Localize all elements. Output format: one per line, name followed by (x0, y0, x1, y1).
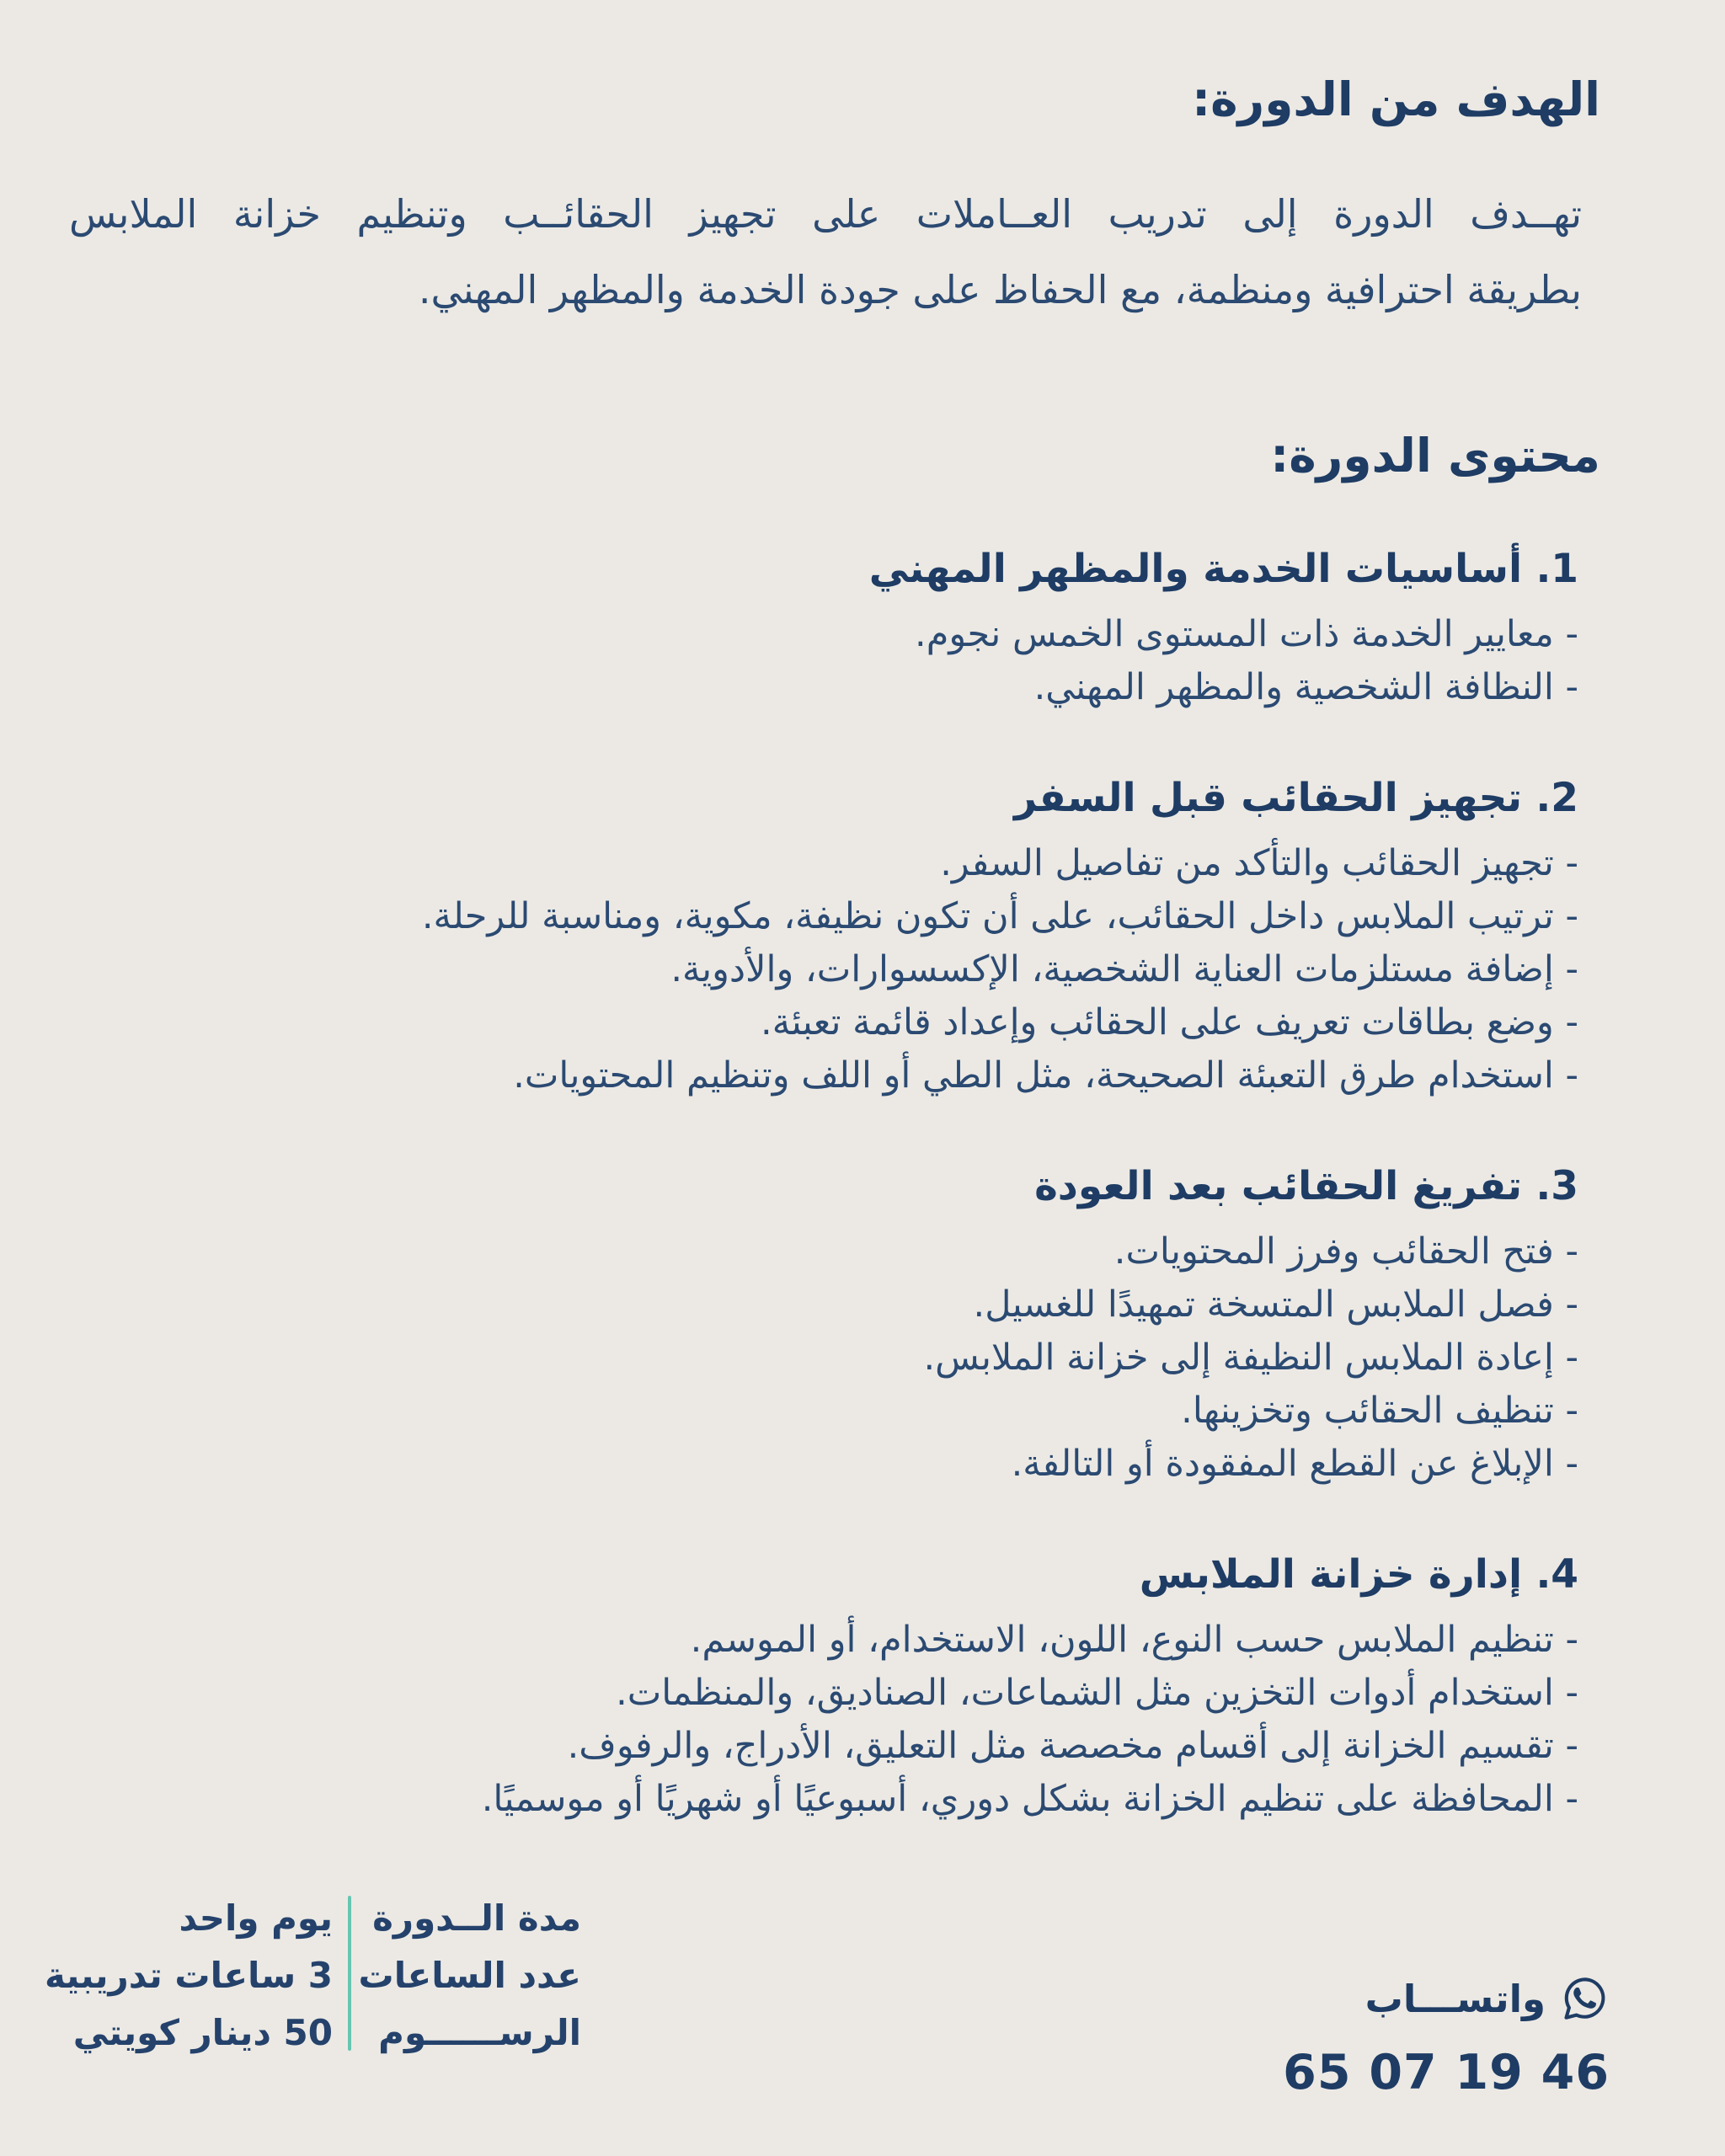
table-row-hours (45, 1946, 581, 2004)
course-details-table (45, 1889, 581, 2061)
bullet-item: - إضافة مستلزمات العناية الشخصية، الإكسسوارات، والأدوية. (670, 947, 1578, 990)
section-1-bullets (67, 608, 1578, 714)
bullet-item: - إعادة الملابس النظيفة إلى خزانة الملابس. (923, 1336, 1578, 1379)
table-divider-line (348, 1896, 351, 2051)
section-4-bullets (67, 1614, 1578, 1826)
bullet-item: - فصل الملابس المتسخة تمهيدًا للغسيل. (973, 1283, 1578, 1326)
bullet-item: - تنظيف الحقائب وتخزينها. (1181, 1389, 1578, 1432)
goal-paragraph (69, 176, 1600, 328)
fees-value: 50 دينار كويتي (72, 2011, 333, 2053)
section-3-bullets (67, 1225, 1578, 1491)
whatsapp-icon (1561, 1974, 1610, 2023)
bullet-item: - تنظيم الملابس حسب النوع، اللون، الاستخدام، أو الموسم. (690, 1618, 1578, 1661)
bullet-item: - معايير الخدمة ذات المستوى الخمس نجوم. (915, 612, 1578, 655)
section-2-bullets (67, 837, 1578, 1102)
table-row-fees (45, 2004, 581, 2061)
hours-value: 3 ساعات تدريبية (45, 1954, 333, 1996)
goal-paragraph-line2: بطريقة احترافية ومنظمة، مع الحفاظ على جودة الخدمة والمظهر المهني. (418, 266, 1582, 312)
section-packing-before-travel (67, 771, 1600, 1102)
duration-label: مدة الــدورة (372, 1897, 581, 1939)
section-service-basics (67, 542, 1600, 714)
section-unpacking-after-return (67, 1160, 1600, 1491)
bullet-item: - تجهيز الحقائب والتأكد من تفاصيل السفر. (940, 841, 1578, 884)
content-title: محتوى الدورة: (1270, 428, 1600, 483)
whatsapp-contact (1283, 1974, 1610, 2100)
whatsapp-label: واتســـاب (1365, 1976, 1546, 2021)
goal-title: الهدف من الدورة: (1192, 72, 1600, 126)
section-4-heading: 4. إدارة خزانة الملابس (1139, 1550, 1578, 1598)
section-1-heading: 1. أساسيات الخدمة والمظهر المهني (868, 545, 1578, 592)
duration-value: يوم واحد (179, 1897, 333, 1939)
bullet-item: - استخدام أدوات التخزين مثل الشماعات، الصناديق، والمنظمات. (616, 1671, 1578, 1714)
bullet-item: - فتح الحقائب وفرز المحتويات. (1114, 1230, 1578, 1273)
bullet-item: - ترتيب الملابس داخل الحقائب، على أن تكون نظيفة، مكوية، ومناسبة للرحلة. (421, 894, 1578, 937)
fees-label: الرســــــوم (378, 2011, 581, 2053)
section-2-heading: 2. تجهيز الحقائب قبل السفر (1013, 774, 1578, 821)
bullet-item: - تقسيم الخزانة إلى أقسام مخصصة مثل التعليق، الأدراج، والرفوف. (567, 1724, 1578, 1767)
whatsapp-line[interactable] (1283, 1974, 1610, 2023)
section-wardrobe-management (67, 1548, 1600, 1826)
bullet-item: - استخدام طرق التعبئة الصحيحة، مثل الطي أو اللف وتنظيم المحتويات. (513, 1054, 1578, 1097)
hours-label: عدد الساعات (358, 1954, 581, 1996)
bullet-item: - النظافة الشخصية والمظهر المهني. (1033, 665, 1578, 708)
bullet-item: - وضع بطاقات تعريف على الحقائب وإعداد قائمة تعبئة. (761, 1001, 1578, 1043)
goal-paragraph-line1: تهــدف الدورة إلى تدريب العــاملات على تجهيز الحقائــب وتنظيم خزانة الملابس (69, 190, 1582, 237)
bullet-item: - المحافظة على تنظيم الخزانة بشكل دوري، أسبوعيًا أو شهريًا أو موسميًا. (481, 1777, 1578, 1820)
table-row-duration (45, 1889, 581, 1946)
bullet-item: - الإبلاغ عن القطع المفقودة أو التالفة. (1011, 1442, 1578, 1485)
section-3-heading: 3. تفريغ الحقائب بعد العودة (1034, 1162, 1578, 1209)
phone-number[interactable]: 65 07 19 46 (1283, 2045, 1610, 2100)
